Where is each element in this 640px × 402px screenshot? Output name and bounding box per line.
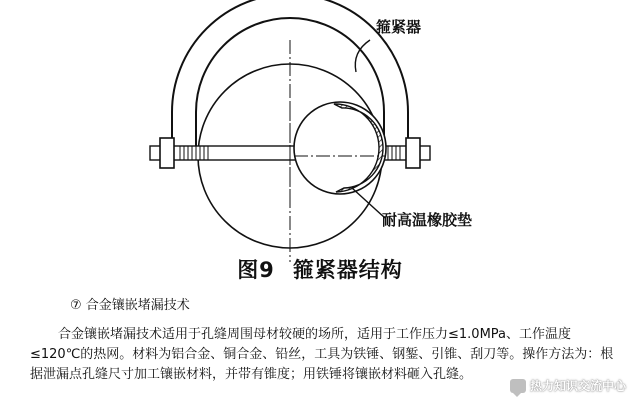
leader-gasket	[352, 188, 385, 218]
leader-clamp	[355, 40, 370, 72]
figure-caption-number: 图9	[237, 258, 275, 282]
chat-bubble-icon	[510, 379, 526, 393]
watermark	[510, 377, 626, 394]
pressure-plate-circle	[294, 102, 386, 194]
figure-caption-title: 箍紧器结构	[292, 258, 403, 282]
figure-caption	[0, 254, 640, 284]
label-clamp: 箍紧器	[376, 18, 422, 36]
nut-left	[160, 138, 174, 168]
body-paragraph: 合金镶嵌堵漏技术适用于孔缝周围母材较硬的场所，适用于工作压力≤1.0MPa、工作温度≤120℃的热网。材料为铝合金、铜合金、铅丝，工具为铁锤、钢錾、引锥、刮刀等。操作方法为：根据泄漏点孔缝尺寸加工镶嵌材料，并带有锥度；用铁锤将镶嵌材料砸入孔缝。	[30, 327, 614, 382]
watermark-text: 热力知识交流中心	[529, 379, 626, 393]
section-heading: ⑦ 合金镶嵌堵漏技术	[70, 298, 190, 313]
nut-right	[406, 138, 420, 168]
label-gasket: 耐高温橡胶垫	[382, 211, 473, 229]
